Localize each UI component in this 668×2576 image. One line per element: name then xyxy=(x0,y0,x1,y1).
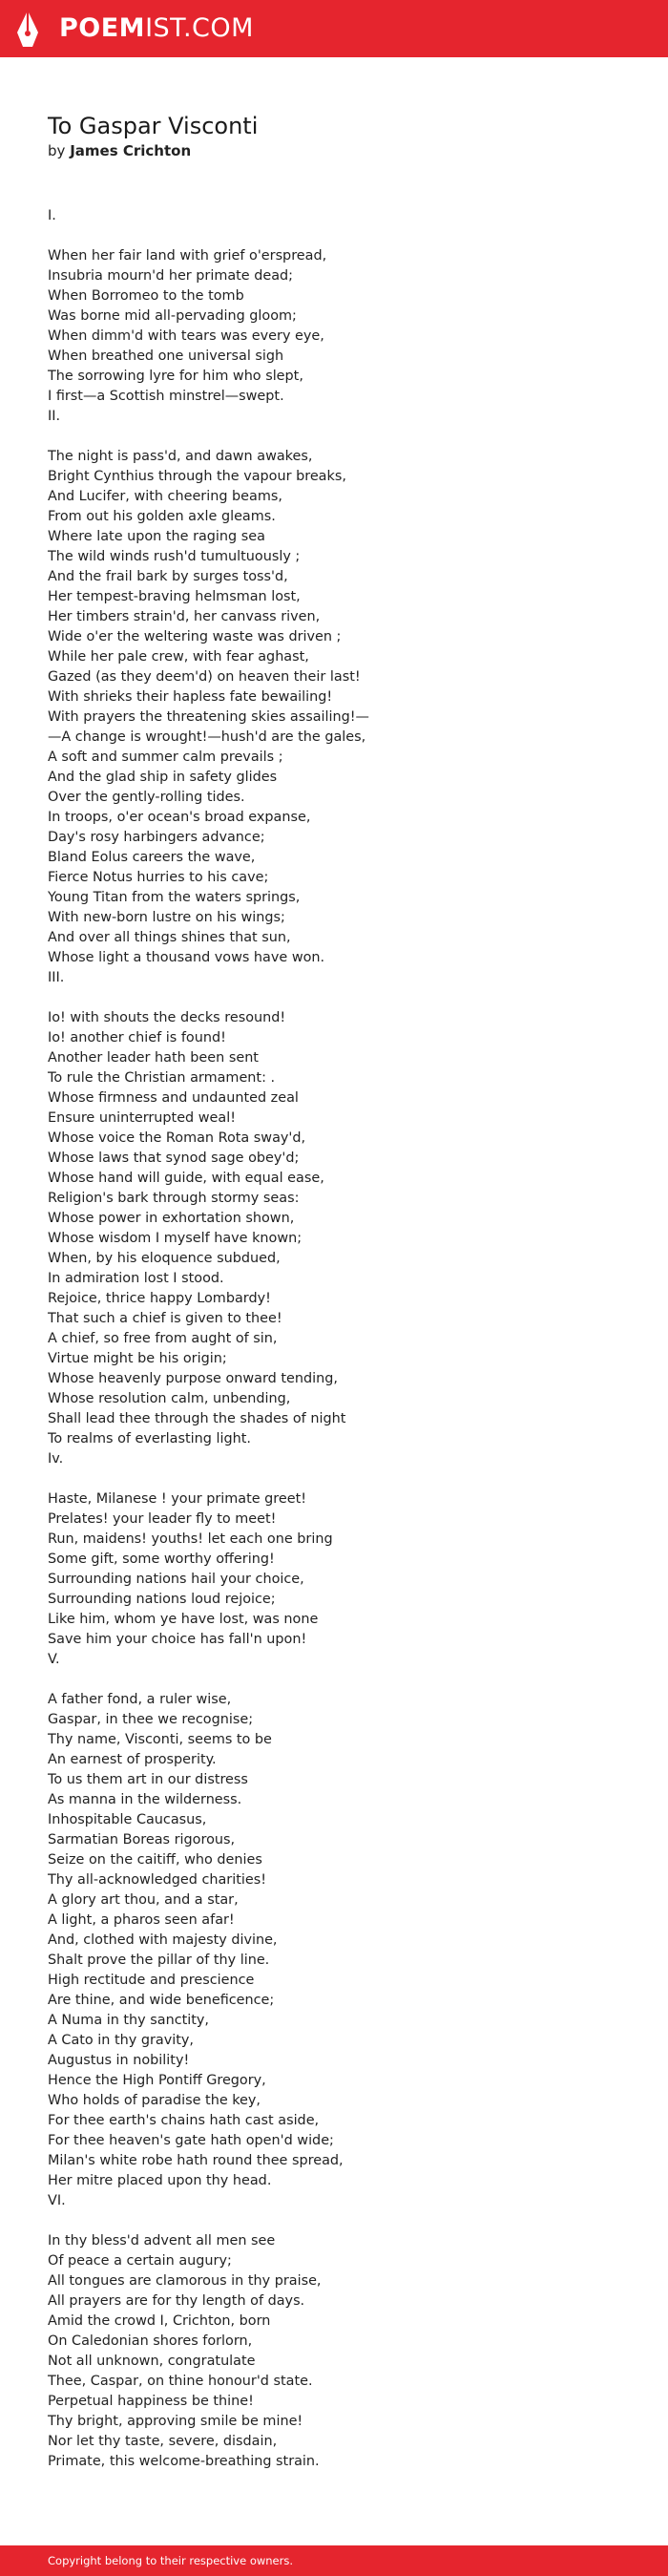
poem-line: A light, a pharos seen afar! xyxy=(48,1912,235,1928)
brand-bold: POEM xyxy=(59,13,146,43)
poem-line: Gazed (as they deem'd) on heaven their last! xyxy=(48,669,361,685)
poem-line: For thee earth's chains hath cast aside, xyxy=(48,2113,320,2128)
site-footer xyxy=(0,2545,668,2576)
poem-line: On Caledonian shores forlorn, xyxy=(48,2333,253,2349)
poem-line: To us them art in our distress xyxy=(48,1772,248,1787)
poem-line: A Numa in thy sanctity, xyxy=(48,2013,209,2028)
poem-line: A chief, so free from aught of sin, xyxy=(48,1331,278,1346)
poem-line: All tongues are clamorous in thy praise, xyxy=(48,2273,322,2289)
poem-line: Ensure uninterrupted weal! xyxy=(48,1110,236,1126)
pen-nib-icon[interactable] xyxy=(15,10,40,48)
poem-line: Milan's white robe hath round thee spread, xyxy=(48,2153,344,2168)
poem-line: In admiration lost I stood. xyxy=(48,1271,224,1286)
copyright-text: Copyright belong to their respective owners. xyxy=(48,2554,294,2567)
poem-line: An earnest of prosperity. xyxy=(48,1752,217,1767)
poem-line: Whose wisdom I myself have known; xyxy=(48,1231,303,1246)
poem-line: High rectitude and prescience xyxy=(48,1973,255,1988)
poem-line: Rejoice, thrice happy Lombardy! xyxy=(48,1291,271,1306)
poem-line: Thy all-acknowledged charities! xyxy=(48,1872,266,1888)
poem-line: Not all unknown, congratulate xyxy=(48,2354,256,2369)
poem-stanza xyxy=(48,1489,639,1670)
poem-line: Whose light a thousand vows have won. xyxy=(48,950,325,965)
poem-line: The wild winds rush'd tumultuously ; xyxy=(48,549,301,564)
poem-line: A glory art thou, and a star, xyxy=(48,1892,239,1908)
poem-line: In thy bless'd advent all men see xyxy=(48,2233,276,2249)
poem-line: Haste, Milanese ! your primate greet! xyxy=(48,1491,306,1507)
poem-stanza xyxy=(48,1008,639,1469)
poem-line: I first—a Scottish minstrel—swept. xyxy=(48,389,284,404)
poem-line: All prayers are for thy length of days. xyxy=(48,2293,305,2309)
poem-line: And the glad ship in safety glides xyxy=(48,770,278,785)
poem-line: To rule the Christian armament: . xyxy=(48,1070,276,1086)
poem-line: Surrounding nations hail your choice, xyxy=(48,1572,304,1587)
poem-line: Shalt prove the pillar of thy line. xyxy=(48,1953,270,1968)
poem-line: And over all things shines that sun, xyxy=(48,930,291,945)
poem-line: Another leader hath been sent xyxy=(48,1050,259,1066)
poem-line: A soft and summer calm prevails ; xyxy=(48,750,283,765)
poem-line: III. xyxy=(48,970,65,985)
poem-line: VI. xyxy=(48,2193,66,2208)
poem-line: Like him, whom ye have lost, was none xyxy=(48,1612,319,1627)
poem-line: Young Titan from the waters springs, xyxy=(48,890,301,905)
poem-line: Augustus in nobility! xyxy=(48,2053,190,2068)
poem-line: Her timbers strain'd, her canvass riven, xyxy=(48,609,321,624)
poem-line: Who holds of paradise the key, xyxy=(48,2093,261,2108)
poem-line: Of peace a certain augury; xyxy=(48,2253,232,2269)
poem-line: Her mitre placed upon thy head. xyxy=(48,2173,272,2188)
poem-line: When breathed one universal sigh xyxy=(48,348,284,364)
poem-stanza xyxy=(48,447,639,988)
poem-stanza xyxy=(48,1690,639,2211)
poem-line: Prelates! your leader fly to meet! xyxy=(48,1511,277,1527)
poem-line: Religion's bark through stormy seas: xyxy=(48,1191,300,1206)
poem-line: For thee heaven's gate hath open'd wide; xyxy=(48,2133,334,2148)
poem-line: Save him your choice has fall'n upon! xyxy=(48,1632,307,1647)
poem-line: Fierce Notus hurries to his cave; xyxy=(48,870,269,885)
poem-line: II. xyxy=(48,409,61,424)
poem-line: With new-born lustre on his wings; xyxy=(48,910,285,925)
poem-line: A father fond, a ruler wise, xyxy=(48,1692,232,1707)
poem-line: Whose hand will guide, with equal ease, xyxy=(48,1171,324,1186)
poem-line: Thy name, Visconti, seems to be xyxy=(48,1732,272,1747)
poem-line: And Lucifer, with cheering beams, xyxy=(48,489,282,504)
poem-title: To Gaspar Visconti xyxy=(48,113,259,139)
poem-line: When Borromeo to the tomb xyxy=(48,288,244,304)
poem-line: Io! another chief is found! xyxy=(48,1030,226,1045)
poem-line: Perpetual happiness be thine! xyxy=(48,2394,254,2409)
poem-line: Over the gently-rolling tides. xyxy=(48,790,245,805)
poem-line: Surrounding nations loud rejoice; xyxy=(48,1592,276,1607)
poem-line: Whose heavenly purpose onward tending, xyxy=(48,1371,338,1386)
poem-line: When dimm'd with tears was every eye, xyxy=(48,328,324,344)
poem-line: Her tempest-braving helmsman lost, xyxy=(48,589,301,604)
site-header xyxy=(0,0,668,57)
poem-line: That such a chief is given to thee! xyxy=(48,1311,282,1326)
poem-line: —A change is wrought!—hush'd are the gales, xyxy=(48,729,366,745)
poem-line: Seize on the caitiff, who denies xyxy=(48,1852,262,1868)
poem-line: Wide o'er the weltering waste was driven ; xyxy=(48,629,342,644)
poem-line: V. xyxy=(48,1652,60,1667)
poem-line xyxy=(48,226,639,246)
site-logo-link[interactable] xyxy=(59,11,254,46)
poem-line: Gaspar, in thee we recognise; xyxy=(48,1712,254,1727)
poem-line: With shrieks their hapless fate bewailing! xyxy=(48,689,333,705)
poem-line: When, by his eloquence subdued, xyxy=(48,1251,281,1266)
poem-line: Bland Eolus careers the wave, xyxy=(48,850,256,865)
poem-line: Amid the crowd I, Crichton, born xyxy=(48,2313,271,2329)
poem-line: In troops, o'er ocean's broad expanse, xyxy=(48,810,311,825)
poem-line: To realms of everlasting light. xyxy=(48,1431,251,1446)
poem-line: Thee, Caspar, on thine honour'd state. xyxy=(48,2374,313,2389)
poem-line: Thy bright, approving smile be mine! xyxy=(48,2414,303,2429)
poem-line: Hence the High Pontiff Gregory, xyxy=(48,2073,266,2088)
poem-line: Whose power in exhortation shown, xyxy=(48,1211,295,1226)
brand-rest: IST.COM xyxy=(145,13,254,43)
poem-line: Where late upon the raging sea xyxy=(48,529,265,544)
poem-line: As manna in the wilderness. xyxy=(48,1792,242,1807)
poem-line: Shall lead thee through the shades of night xyxy=(48,1411,346,1426)
poem-stanza xyxy=(48,206,639,427)
poem-line: With prayers the threatening skies assailing!— xyxy=(48,709,369,725)
poem-line: Day's rosy harbingers advance; xyxy=(48,830,265,845)
poem-line: Inhospitable Caucasus, xyxy=(48,1812,207,1827)
poem-line: And the frail bark by surges toss'd, xyxy=(48,569,288,584)
poem-line: Insubria mourn'd her primate dead; xyxy=(48,268,294,284)
poem-line: From out his golden axle gleams. xyxy=(48,509,276,524)
poem-line: Iv. xyxy=(48,1451,64,1467)
poem-stanza xyxy=(48,2231,639,2472)
poem-body xyxy=(48,206,639,2492)
poem-line: Whose voice the Roman Rota sway'd, xyxy=(48,1130,306,1146)
poem-byline xyxy=(48,141,191,160)
poem-line: Run, maidens! youths! let each one bring xyxy=(48,1531,333,1547)
poem-line: While her pale crew, with fear aghast, xyxy=(48,649,309,665)
by-label: by xyxy=(48,142,66,159)
poem-line: Virtue might be his origin; xyxy=(48,1351,227,1366)
poem-line: Whose laws that synod sage obey'd; xyxy=(48,1151,300,1166)
poem-line: And, clothed with majesty divine, xyxy=(48,1932,278,1948)
poem-line: Was borne mid all-pervading gloom; xyxy=(48,308,297,324)
poem-line: Nor let thy taste, severe, disdain, xyxy=(48,2434,278,2449)
poem-line: The night is pass'd, and dawn awakes, xyxy=(48,449,313,464)
poem-line: Primate, this welcome-breathing strain. xyxy=(48,2454,320,2469)
poem-line: Io! with shouts the decks resound! xyxy=(48,1010,286,1025)
poem-line: Bright Cynthius through the vapour breaks, xyxy=(48,469,346,484)
poem-line: I. xyxy=(48,208,56,223)
poem-line: A Cato in thy gravity, xyxy=(48,2033,194,2048)
poem-line: Whose firmness and undaunted zeal xyxy=(48,1090,299,1106)
poem-line: Are thine, and wide beneficence; xyxy=(48,1993,275,2008)
author-name[interactable]: James Crichton xyxy=(70,142,192,159)
poem-line: Sarmatian Boreas rigorous, xyxy=(48,1832,236,1848)
poem-line: Whose resolution calm, unbending, xyxy=(48,1391,291,1406)
poem-line: When her fair land with grief o'erspread, xyxy=(48,248,327,264)
poem-line: The sorrowing lyre for him who slept, xyxy=(48,369,303,384)
poem-line: Some gift, some worthy offering! xyxy=(48,1552,275,1567)
